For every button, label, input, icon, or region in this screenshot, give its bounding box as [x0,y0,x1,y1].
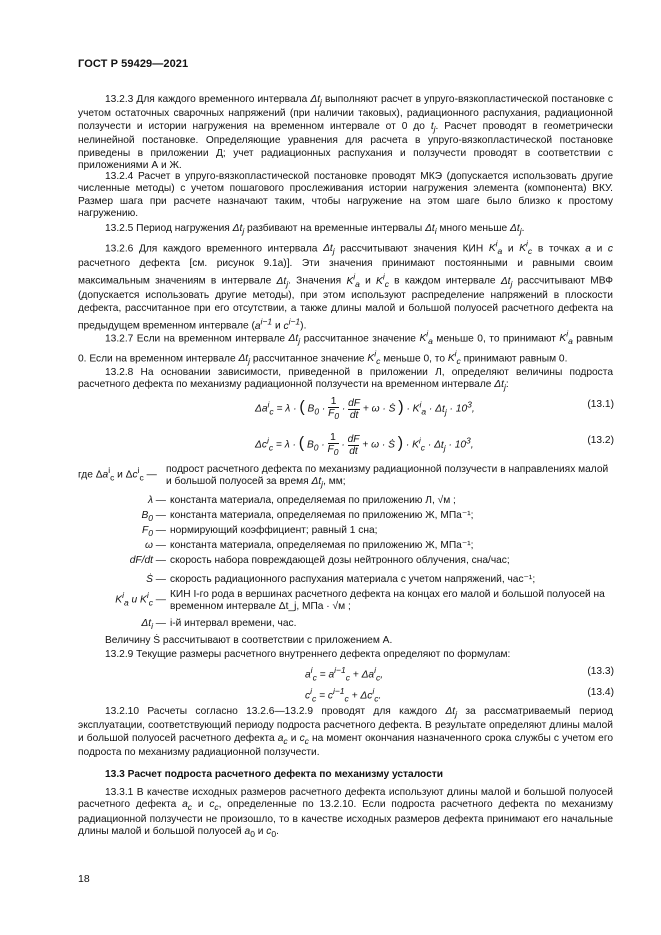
equation-number-13-4: (13.4) [587,687,614,698]
page-number: 18 [78,873,90,885]
equation-13-4: $c^i_c = c^{i-1}_c + \Delta c^i_c$. [305,686,382,704]
equation-number-13-2: (13.2) [587,435,614,446]
equation-number-13-3: (13.3) [587,666,614,677]
paragraph-13-2-8: 13.2.8 На основании зависимости, приведенной в приложении Л, определяют величины подроста расчетного дефекта по механизму радиационной ползучести на временном интервале $\Delta t_j$: [78,367,613,393]
equation-13-1: $\Delta a^i_c = \lambda$ · ( $B_0$ · $\frac{1}{F_0}$ · $\frac{dF}{dt}$ + ω · Ṡ ) · $K^i_a \cdot \Delta t_j \cdot 10^3$, [255,396,475,422]
paragraph-13-2-3: 13.2.3 Для каждого временного интервала $\Delta t_j$ выполняют расчет в упруго-вязкопластической постановке с учетом остаточных сварочных напряжений (при наличии таковых), радиационного распухания, радиационной ползучести и истории нагружения на временном интервале от 0 до $t_j$. Расчет проводят в геометрически нелинейной постановке. Определяющие уравнения для расчета в упруго-вязкопластической постановке приведены в приложении Д; учет радиационных распухания и ползучести проводят в соответствии с приложениями А и Ж. [78,94,614,172]
paragraph-13-2-6: 13.2.6 Для каждого временного интервала $\Delta t_j$ рассчитывают значения КИН $K^i_a$ и $K^i_c$ в точках a и c расчетного дефекта [см. рисунок 9.1а)]. Эти значения принимают постоянными и равными своим максимальным значениям в интервале $\Delta t_j$. Значения $K^i_a$ и $K^i_c$ в каждом интервале $\Delta t_j$ рассчитывают МВФ (допускается использовать другие методы), при этом используют распределение напряжений в плоскости дефекта, рассчитанное при его отсутствии, а также длины малой и большой полуосей расчетного дефекта на предыдущем временном интервале ($a^{i-1}$ и $c^{i-1}$). [78,239,614,332]
paragraph-13-2-5: 13.2.5 Период нагружения $\Delta t_j$ разбивают на временные интервалы $\Delta t_i$ много меньше $\Delta t_j$. [105,223,525,237]
equation-13-2: $\Delta c^i_c = \lambda$ · ( $B_0$ · $\frac{1}{F_0}$ · $\frac{dF}{dt}$ + ω · Ṡ ) · $K^i_c \cdot \Delta t_j \cdot 10^3$, [255,432,474,458]
equation-number-13-1: (13.1) [587,399,614,410]
equation-13-3: $a^i_c = a^{i-1}_c + \Delta a^i_c$, [305,665,384,683]
paragraph-13-2-10: 13.2.10 Расчеты согласно 13.2.6—13.2.9 проводят для каждого $\Delta t_j$ за рассматриваемый период эксплуатации, соответствующий периоду подроста расчетного дефекта. В результате определяют длины малой и большой полуосей расчетного дефекта $a_c$ и $c_c$ на момент окончания назначенного срока службы с учетом его подроста по механизму радиационной ползучести. [78,706,613,759]
paragraph-13-3-1: 13.3.1 В качестве исходных размеров расчетного дефекта используют длины малой и большой полуосей расчетного дефекта $a_c$ и $c_c$, определенные по 13.2.10. Если подроста расчетного дефекта по механизму радиационной ползучести не произошло, то в качестве исходных размеров дефекта принимают его начальные длины малой и большой полуосей $a_0$ и $c_0$. [78,787,614,840]
paragraph-13-2-4: 13.2.4 Расчет в упруго-вязкопластической постановке проводят МКЭ (допускается использовать другие численные методы) с учетом пошагового прослеживания истории нагружения элемента (компонента) ВКУ. Размер шага при расчете назначают таким, чтобы нагружение на этом шаге было близко к простому нагружению. [78,171,613,220]
paragraph-13-2-9: 13.2.9 Текущие размеры расчетного внутреннего дефекта определяют по формулам: [105,649,511,660]
document-header: ГОСТ Р 59429—2021 [78,58,189,70]
sdot-note: Величину Ṡ рассчитывают в соответствии с приложением А. [105,635,393,646]
paragraph-13-2-7: 13.2.7 Если на временном интервале $\Delta t_j$ рассчитанное значение $K^i_a$ меньше 0, то принимают $K^i_a$ равным 0. Если на временном интервале $\Delta t_j$ рассчитанное значение $K^i_c$ меньше 0, то $K^i_c$ принимают равным 0. [78,329,614,367]
section-heading-13-3: 13.3 Расчет подроста расчетного дефекта по механизму усталости [105,769,444,780]
